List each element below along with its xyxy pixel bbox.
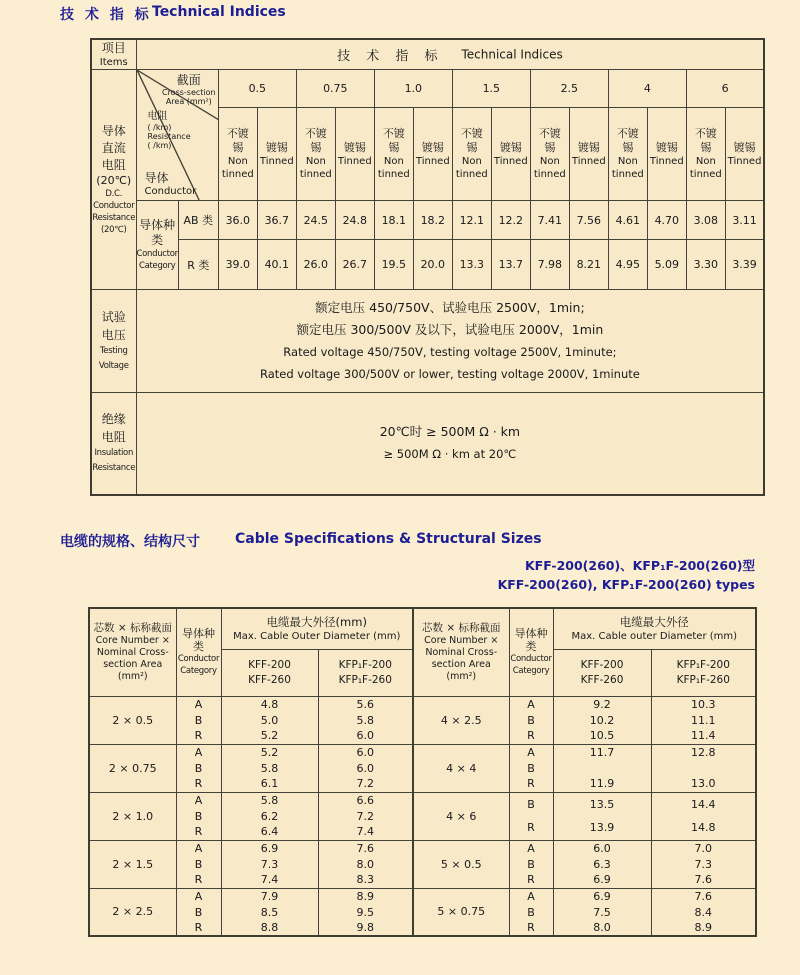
table-row	[413, 840, 756, 856]
label-line: KFP₁F-200	[676, 658, 730, 671]
diameter-value-cell: 6.0	[318, 760, 413, 776]
diameter-value-cell: 5.2	[221, 728, 318, 744]
label-line: 电阻	[101, 158, 126, 172]
diameter-value-cell: 7.3	[651, 856, 756, 872]
diameter-value-cell: 6.0	[553, 840, 651, 856]
label-line: 导体	[144, 170, 169, 185]
diameter-value-cell: 7.4	[221, 872, 318, 888]
cable-specs-table-right	[412, 607, 757, 937]
diameter-value-cell: 6.4	[221, 824, 318, 840]
label-line: Category	[180, 666, 217, 677]
non-tinned-header	[608, 108, 647, 201]
content-line: 额定电压 300/500V 及以下，试验电压 2000V，1min	[296, 322, 604, 337]
label-line: KFF-200	[248, 658, 291, 671]
diameter-value-cell: 8.9	[318, 888, 413, 904]
non-tinned-header	[686, 108, 725, 201]
label-line: Insulation	[94, 448, 134, 459]
cross-section-value-header: 0.5	[218, 70, 296, 108]
label-line: Tinned	[259, 155, 294, 167]
diameter-value-cell: 7.2	[318, 776, 413, 792]
content-line: 20℃时 ≥ 500M Ω · km	[379, 424, 521, 440]
label-line: Non	[305, 156, 326, 167]
label-line: KFF-260	[248, 673, 291, 686]
resistance-value-cell: 8.21	[569, 240, 608, 290]
kff-column-header	[221, 649, 318, 696]
conductor-letter-cell: B	[176, 856, 221, 872]
diameter-value-cell: 5.6	[318, 696, 413, 712]
diameter-value-cell: 12.8	[651, 744, 756, 760]
conductor-category-header	[176, 608, 221, 696]
size-cell: 2 × 0.75	[89, 744, 176, 792]
label-line: Non	[227, 156, 248, 167]
diameter-value-cell: 8.8	[221, 920, 318, 936]
label-line: 芯数 × 标称截面	[93, 622, 172, 635]
resistance-value-cell: 7.41	[530, 201, 569, 240]
diameter-value-cell: 14.8	[651, 816, 756, 840]
diameter-value-cell: 7.5	[553, 904, 651, 920]
cross-section-value-header: 2.5	[530, 70, 608, 108]
size-cell: 2 × 2.5	[89, 888, 176, 936]
resistance-value-cell: 19.5	[374, 240, 413, 290]
table-row	[413, 888, 756, 904]
section1-title-zh: 技 术 指 标	[60, 7, 152, 23]
resistance-value-cell: 26.0	[296, 240, 335, 290]
label-line: 导体	[101, 124, 126, 138]
label-line: Tinned	[727, 155, 762, 167]
insulation-resistance-content	[136, 393, 764, 495]
label-line: ( /km)	[147, 140, 172, 150]
cable-types-subtitle-zh: KFF-200(260)、KFP₁F-200(260)型	[525, 558, 755, 573]
resistance-value-cell: 36.0	[218, 201, 257, 240]
resistance-value-cell: 12.2	[491, 201, 530, 240]
diagonal-header-cell	[136, 70, 218, 201]
label-line: Tinned	[649, 155, 684, 167]
cross-section-value-header: 1.0	[374, 70, 452, 108]
resistance-value-cell: 20.0	[413, 240, 452, 290]
testing-voltage-content	[136, 290, 764, 393]
table-row	[91, 201, 764, 240]
tinned-header	[569, 108, 608, 201]
cross-section-value-header: 6	[686, 70, 764, 108]
conductor-letter-cell: R	[509, 728, 553, 744]
label-line: Area (mm²)	[165, 96, 212, 106]
conductor-letter-cell: A	[509, 744, 553, 760]
conductor-letter-cell: R	[509, 776, 553, 792]
diameter-value-cell: 5.8	[221, 760, 318, 776]
r-category-label: R 类	[178, 240, 218, 290]
label-line: Resistance	[147, 131, 191, 141]
resistance-value-cell: 26.7	[335, 240, 374, 290]
conductor-letter-cell: R	[509, 816, 553, 840]
label-line: 镀锡	[577, 140, 600, 154]
diameter-value-cell: 6.0	[318, 744, 413, 760]
technical-indices-header-cell	[136, 39, 764, 70]
core-number-header	[89, 608, 176, 696]
table-header-row	[413, 608, 756, 649]
resistance-value-cell: 3.08	[686, 201, 725, 240]
label-line: 导体种类	[514, 627, 548, 654]
diameter-value-cell: 5.2	[221, 744, 318, 760]
label-line: 电阻	[101, 430, 126, 445]
resistance-value-cell: 13.7	[491, 240, 530, 290]
diameter-value-cell: 5.0	[221, 712, 318, 728]
resistance-value-cell: 3.30	[686, 240, 725, 290]
max-diameter-header	[553, 608, 756, 649]
label-line: Non	[695, 156, 716, 167]
diameter-value-cell: 7.2	[318, 808, 413, 824]
conductor-letter-cell: B	[176, 808, 221, 824]
cable-specs-tables	[88, 607, 757, 937]
label-line: 镀锡	[421, 140, 444, 154]
diameter-value-cell: 9.5	[318, 904, 413, 920]
diameter-value-cell: 4.8	[221, 696, 318, 712]
label-line: 镀锡	[343, 140, 366, 154]
diameter-value-cell: 6.9	[553, 888, 651, 904]
size-cell: 2 × 0.5	[89, 696, 176, 744]
kfp1f-column-header	[318, 649, 413, 696]
resistance-value-cell: 7.98	[530, 240, 569, 290]
label-line: Core Number ×	[95, 635, 170, 647]
conductor-letter-cell: A	[509, 888, 553, 904]
resistance-value-cell: 24.5	[296, 201, 335, 240]
tinned-header	[413, 108, 452, 201]
conductor-letter-cell: R	[176, 920, 221, 936]
conductor-letter-cell: A	[509, 696, 553, 712]
diameter-value-cell: 7.4	[318, 824, 413, 840]
label-line: Cross-section	[161, 87, 216, 97]
cable-specs-table-left	[88, 607, 414, 937]
kff-column-header	[553, 649, 651, 696]
diameter-value-cell: 6.2	[221, 808, 318, 824]
diameter-value-cell: 8.0	[318, 856, 413, 872]
cross-section-label	[161, 74, 217, 106]
non-tinned-header	[218, 108, 257, 201]
content-line: Rated voltage 300/500V or lower, testing voltage 2000V, 1minute	[259, 367, 640, 381]
resistance-value-cell: 36.7	[257, 201, 296, 240]
conductor-category-header	[509, 608, 553, 696]
label-line: 镀锡	[655, 140, 678, 154]
diameter-value-cell: 8.5	[221, 904, 318, 920]
diameter-value-cell: 8.0	[553, 920, 651, 936]
non-tinned-header	[452, 108, 491, 201]
label-line: Conductor	[136, 249, 178, 259]
non-tinned-header	[296, 108, 335, 201]
diameter-value-cell: 11.7	[553, 744, 651, 760]
cross-section-value-header: 1.5	[452, 70, 530, 108]
label-line: 不镀锡	[460, 127, 483, 154]
diameter-value-cell: 8.4	[651, 904, 756, 920]
table-row	[413, 744, 756, 760]
label-line: 不镀锡	[538, 127, 561, 154]
content-line: ≥ 500M Ω · km at 20℃	[383, 447, 517, 462]
diameter-value-cell: 7.0	[651, 840, 756, 856]
label-line: Core Number ×	[424, 635, 499, 647]
conductor-letter-cell: B	[176, 760, 221, 776]
size-cell: 5 × 0.75	[413, 888, 509, 936]
label-line: Conductor	[144, 185, 197, 197]
max-diameter-header	[221, 608, 413, 649]
label-line: Resistance	[92, 463, 136, 474]
label-line: KFP₁F-200	[338, 658, 392, 671]
content-line: Rated voltage 450/750V, testing voltage 2500V, 1minute;	[283, 345, 617, 359]
size-cell: 4 × 2.5	[413, 696, 509, 744]
conductor-letter-cell: A	[176, 888, 221, 904]
label-line: Max. Cable outer Diameter (mm)	[571, 630, 738, 642]
label-line: 电缆最大外径(mm)	[266, 614, 367, 629]
label-line: 电阻	[147, 111, 168, 122]
label-line: (mm²)	[117, 671, 148, 683]
conductor-letter-cell: B	[509, 856, 553, 872]
label-line: Tinned	[493, 155, 528, 167]
diameter-value-cell	[651, 760, 756, 776]
tinned-header	[257, 108, 296, 201]
table-row	[91, 290, 764, 393]
content-line: 额定电压 450/750V、试验电压 2500V，1min;	[315, 300, 585, 315]
label-line: Category	[512, 666, 550, 677]
label-line: KFF-200	[580, 658, 624, 671]
table-row	[91, 240, 764, 290]
label-line: Nominal Cross-	[425, 647, 498, 659]
table-header-row	[89, 608, 413, 649]
label-line: (mm²)	[446, 671, 477, 683]
diameter-value-cell: 13.5	[553, 792, 651, 816]
header-label-en: Technical Indices	[461, 47, 563, 62]
table-row	[91, 393, 764, 495]
label-line: Non	[461, 156, 482, 167]
label-line: Category	[138, 261, 176, 271]
table-row	[413, 792, 756, 816]
label-line: Tinned	[415, 155, 450, 167]
conductor-letter-cell: R	[176, 776, 221, 792]
table-row	[89, 696, 413, 712]
label-line: 不镀锡	[304, 127, 327, 154]
label-line: D.C.	[105, 189, 123, 199]
kfp1f-column-header	[651, 649, 756, 696]
diameter-value-cell: 11.4	[651, 728, 756, 744]
label-line: 不镀锡	[226, 127, 249, 154]
label-line: Non	[383, 156, 404, 167]
resistance-value-cell: 4.70	[647, 201, 686, 240]
label-line: tinned	[455, 169, 488, 180]
diameter-value-cell: 6.1	[221, 776, 318, 792]
diameter-value-cell: 9.2	[553, 696, 651, 712]
resistance-label	[148, 111, 191, 150]
conductor-letter-cell: A	[509, 840, 553, 856]
conductor-letter-cell: B	[176, 712, 221, 728]
diameter-value-cell: 7.6	[651, 888, 756, 904]
diameter-value-cell: 8.9	[651, 920, 756, 936]
non-tinned-header	[374, 108, 413, 201]
diameter-value-cell: 6.0	[318, 728, 413, 744]
resistance-value-cell: 5.09	[647, 240, 686, 290]
label-line: 电压	[101, 328, 126, 342]
label-line: 导体种类	[182, 627, 215, 654]
diameter-value-cell: 7.9	[221, 888, 318, 904]
label-line: tinned	[689, 169, 722, 180]
label-line: Conductor	[93, 201, 135, 211]
label-line: 不镀锡	[616, 127, 639, 154]
diameter-value-cell: 10.3	[651, 696, 756, 712]
conductor-category-header	[136, 201, 178, 290]
testing-voltage-row-label	[91, 290, 136, 393]
diameter-value-cell: 5.8	[318, 712, 413, 728]
table-header-row	[91, 70, 764, 108]
resistance-value-cell: 40.1	[257, 240, 296, 290]
label-line: Tinned	[337, 155, 372, 167]
resistance-value-cell: 12.1	[452, 201, 491, 240]
label-line: 导体种类	[139, 218, 176, 247]
label-line: tinned	[221, 169, 254, 180]
label-line: ( /km)	[147, 122, 172, 132]
label-line: tinned	[533, 169, 566, 180]
cross-section-value-header: 4	[608, 70, 686, 108]
insulation-resistance-row-label	[91, 393, 136, 495]
conductor-letter-cell: R	[509, 920, 553, 936]
label-line: tinned	[377, 169, 410, 180]
resistance-value-cell: 4.95	[608, 240, 647, 290]
diameter-value-cell: 6.6	[318, 792, 413, 808]
label-line: 镀锡	[499, 140, 522, 154]
label-line: Non	[539, 156, 560, 167]
resistance-value-cell: 18.1	[374, 201, 413, 240]
size-cell: 2 × 1.5	[89, 840, 176, 888]
tinned-header	[335, 108, 374, 201]
label-line: Conductor	[177, 654, 220, 665]
conductor-letter-cell: R	[176, 728, 221, 744]
label-line: Conductor	[510, 654, 552, 665]
label-line: Voltage	[98, 361, 129, 371]
table-row	[89, 744, 413, 760]
label-line: 试验	[101, 310, 126, 324]
diameter-value-cell: 6.9	[553, 872, 651, 888]
conductor-letter-cell: B	[509, 712, 553, 728]
resistance-value-cell: 3.11	[725, 201, 764, 240]
conductor-letter-cell: B	[176, 904, 221, 920]
diameter-value-cell: 13.9	[553, 816, 651, 840]
conductor-letter-cell: B	[509, 792, 553, 816]
label-line: 截面	[176, 73, 201, 87]
resistance-value-cell: 24.8	[335, 201, 374, 240]
items-header-cell	[91, 39, 136, 70]
conductor-letter-cell: R	[176, 824, 221, 840]
conductor-letter-cell: A	[176, 840, 221, 856]
label-line: 不镀锡	[382, 127, 405, 154]
cross-section-value-header: 0.75	[296, 70, 374, 108]
conductor-letter-cell: B	[509, 760, 553, 776]
label-line: Tinned	[571, 155, 606, 167]
label-line: (20℃)	[96, 174, 132, 187]
diameter-value-cell: 9.8	[318, 920, 413, 936]
label-line: tinned	[611, 169, 644, 180]
label-line: Nominal Cross-	[96, 647, 169, 659]
items-label-en: Items	[99, 57, 128, 68]
diameter-value-cell: 11.1	[651, 712, 756, 728]
label-line: KFP₁F-260	[676, 673, 730, 686]
table-header-row	[91, 39, 764, 70]
table-row	[89, 792, 413, 808]
size-cell: 5 × 0.5	[413, 840, 509, 888]
tinned-header	[725, 108, 764, 201]
diameter-value-cell: 8.3	[318, 872, 413, 888]
label-line: KFP₁F-260	[338, 673, 392, 686]
resistance-value-cell: 39.0	[218, 240, 257, 290]
resistance-value-cell: 18.2	[413, 201, 452, 240]
non-tinned-header	[530, 108, 569, 201]
diameter-value-cell: 5.8	[221, 792, 318, 808]
label-line: Non	[617, 156, 638, 167]
diameter-value-cell: 11.9	[553, 776, 651, 792]
core-number-header	[413, 608, 509, 696]
diameter-value-cell: 7.6	[651, 872, 756, 888]
section1-title-en: Technical Indices	[152, 4, 286, 20]
cable-types-subtitle-en: KFF-200(260), KFP₁F-200(260) types	[497, 577, 755, 592]
label-line: 绝缘	[101, 412, 126, 427]
ab-category-label: AB 类	[178, 201, 218, 240]
resistance-value-cell: 7.56	[569, 201, 608, 240]
size-cell: 4 × 4	[413, 744, 509, 792]
diameter-value-cell: 6.9	[221, 840, 318, 856]
items-label-zh: 项目	[101, 41, 126, 55]
label-line: 镀锡	[265, 140, 288, 154]
header-label-zh: 技 术 指 标	[337, 49, 444, 64]
label-line: 电缆最大外径	[619, 614, 689, 629]
label-line: Testing	[99, 346, 128, 356]
diameter-value-cell: 10.2	[553, 712, 651, 728]
technical-indices-table	[90, 38, 765, 496]
diameter-value-cell	[553, 760, 651, 776]
size-cell: 2 × 1.0	[89, 792, 176, 840]
label-line: (20℃)	[101, 225, 127, 235]
conductor-letter-cell: A	[176, 744, 221, 760]
table-row	[89, 840, 413, 856]
diameter-value-cell: 7.3	[221, 856, 318, 872]
label-line: KFF-260	[580, 673, 624, 686]
diameter-value-cell: 14.4	[651, 792, 756, 816]
diameter-value-cell: 6.3	[553, 856, 651, 872]
conductor-letter-cell: A	[176, 696, 221, 712]
table-row	[89, 888, 413, 904]
conductor-letter-cell: R	[509, 872, 553, 888]
label-line: 不镀锡	[694, 127, 717, 154]
size-cell: 4 × 6	[413, 792, 509, 840]
resistance-value-cell: 3.39	[725, 240, 764, 290]
label-line: 直流	[101, 141, 126, 155]
label-line: Max. Cable Outer Diameter (mm)	[233, 630, 401, 642]
resistance-value-cell: 4.61	[608, 201, 647, 240]
dc-resistance-row-label	[91, 70, 136, 290]
section2-title-en: Cable Specifications & Structural Sizes	[235, 531, 542, 547]
label-line: 芯数 × 标称截面	[422, 622, 501, 635]
label-line: Resistance	[92, 213, 136, 223]
conductor-label	[145, 172, 197, 197]
label-line: tinned	[299, 169, 332, 180]
label-line: section Area	[103, 659, 163, 671]
resistance-value-cell: 13.3	[452, 240, 491, 290]
diameter-value-cell: 13.0	[651, 776, 756, 792]
conductor-letter-cell: B	[509, 904, 553, 920]
label-line: section Area	[431, 659, 491, 671]
tinned-header	[491, 108, 530, 201]
diameter-value-cell: 7.6	[318, 840, 413, 856]
label-line: 镀锡	[733, 140, 756, 154]
section2-title-zh: 电缆的规格、结构尺寸	[60, 534, 200, 550]
diameter-value-cell: 10.5	[553, 728, 651, 744]
conductor-letter-cell: A	[176, 792, 221, 808]
tinned-header	[647, 108, 686, 201]
table-row	[413, 696, 756, 712]
conductor-letter-cell: R	[176, 872, 221, 888]
